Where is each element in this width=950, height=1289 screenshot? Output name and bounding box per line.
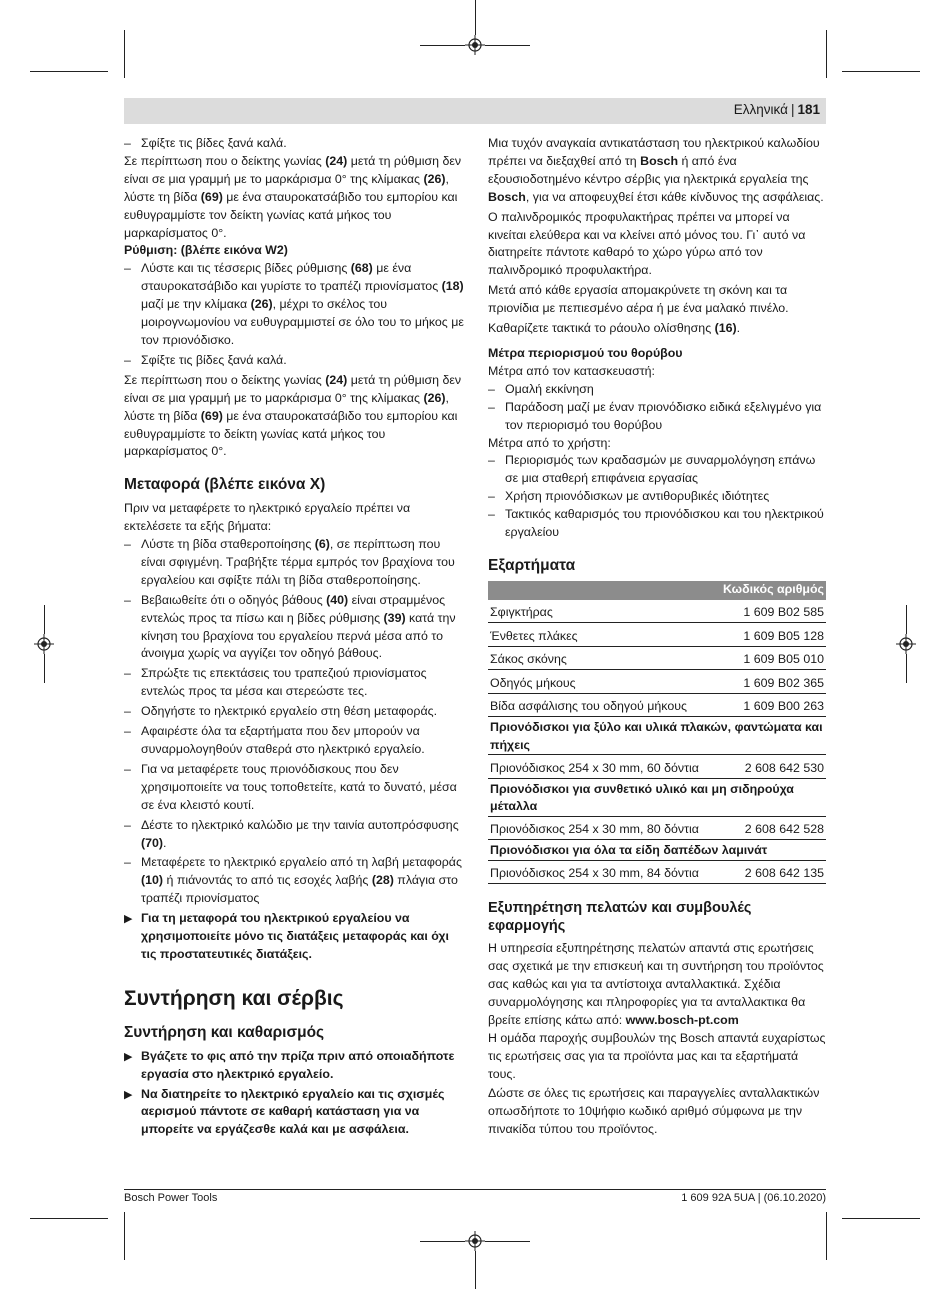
- table-group-row: Πριονόδισκοι για ξύλο και υλικά πλακών, φαντώματα και πήχεις: [488, 717, 826, 755]
- list-item: – Αφαιρέστε όλα τα εξαρτήματα που δεν μπορούν να συναρμολογηθούν σταθερά στο ηλεκτρικό εργαλείο.: [124, 723, 466, 759]
- crop-mark: [420, 1241, 465, 1242]
- column-header: Κωδικός αριθμός: [705, 581, 826, 600]
- warning-note: ▶ Για τη μεταφορά του ηλεκτρικού εργαλείου να χρησιμοποιείτε μόνο τις διατάξεις μεταφοράς και όχι τις προστατευτικές διατάξεις.: [124, 911, 449, 961]
- paragraph: Σε περίπτωση που ο δείκτης γωνίας (24) μετά τη ρύθμιση δεν είναι σε μια γραμμή με το μαρκάρισμα 0° της κλίμακας (26), λύστε τη βίδα (69) με ένα σταυροκατσάβιδο του εμπορίου και ευθυγραμμίστε τον δείκτη γωνίας κατά μήκος του μαρκαρίσματος 0°.: [124, 153, 462, 240]
- paragraph: Η ομάδα παροχής συμβουλών της Bosch απαντά ευχαρίστως τις ερωτήσεις σας για τα προϊόντα μας και τα εξαρτήματά τους.: [488, 1030, 826, 1081]
- header-text: Ελληνικά | 181: [733, 102, 820, 117]
- crop-mark: [30, 71, 108, 72]
- table-row: Βίδα ασφάλισης του οδηγού μήκους 1 609 B00 263: [488, 693, 826, 717]
- section-heading: Μεταφορά (βλέπε εικόνα X): [124, 476, 326, 494]
- list-item: – Χρήση πριονόδισκων με αντιθορυβικές ιδιότητες: [488, 488, 828, 506]
- registration-mark-icon: [465, 35, 485, 55]
- crop-mark: [906, 605, 907, 634]
- paragraph: Σε περίπτωση που ο δείκτης γωνίας (24) μετά τη ρύθμιση δεν είναι σε μια γραμμή με το μαρκάρισμα 0° της κλίμακας (26), λύστε τη βίδα (69) με ένα σταυροκατσάβιδο του εμπορίου και ευθυγραμμίστε το δείκτη γωνίας κατά μήκος του μαρκαρίσματος 0°.: [124, 372, 462, 459]
- registration-mark-icon: [465, 1231, 485, 1251]
- subheading: Ρύθμιση: (βλέπε εικόνα W2): [124, 243, 288, 258]
- paragraph: Μια τυχόν αναγκαία αντικατάσταση του ηλεκτρικού καλωδίου πρέπει να διεξαχθεί από τη Bosch ή από ένα εξουσιοδοτημένο κέντρο σέρβις για ηλεκτρικά εργαλεία της Bosch, για να αποφευχθεί έτσι κάθε κίνδυνος της ασφάλειας.: [488, 136, 824, 204]
- list-item: – Λύστε και τις τέσσερις βίδες ρύθμισης (68) με ένα σταυροκατσάβιδο και γυρίστε το τραπέζι πριονίσματος (18) μαζί με την κλίμακα (26), μέχρι το σκέλος του μοιρογνωμονίου να ευθυγραμμιστεί σε όλο του το μήκος με τον πριονόδισκο.: [124, 260, 466, 350]
- list-item: – Σφίξτε τις βίδες ξανά καλά.: [124, 135, 466, 153]
- table-row: Πριονόδισκος 254 x 30 mm, 80 δόντια 2 608 642 528: [488, 816, 826, 840]
- table-row: Πριονόδισκος 254 x 30 mm, 60 δόντια 2 608 642 530: [488, 755, 826, 779]
- section-heading: Συντήρηση και καθαρισμός: [124, 1023, 325, 1041]
- crop-mark: [826, 30, 827, 78]
- paragraph: Η υπηρεσία εξυπηρέτησης πελατών απαντά στις ερωτήσεις σας σχετικά με την επισκευή και τη συντήρηση του προϊόντος σας καθώς και για τα αντίστοιχα ανταλλακτικά. Σχέδια συναρμολόγησης και πληροφορίες για τα ανταλλακτικα θα βρείτε επίσης κάτω από: www.bosch-pt.com: [488, 941, 824, 1027]
- right-column: [488, 135, 828, 1139]
- list-item: – Ομαλή εκκίνηση: [488, 381, 828, 399]
- crop-mark: [44, 605, 45, 634]
- paragraph: Ο παλινδρομικός προφυλακτήρας πρέπει να μπορεί να κινείται ελεύθερα και να κλείνει από μόνος του. Γι᾽ αυτό να διατηρείτε πάντοτε καθαρό το χώρο γύρω από τον παλινδρομικό προφυλακτήρα.: [488, 209, 806, 278]
- arrow-right-icon: ▶: [124, 1050, 133, 1063]
- crop-mark: [826, 1212, 827, 1260]
- paragraph: Μέτρα από το χρήστη:: [488, 435, 611, 450]
- footer-rule: [124, 1189, 826, 1190]
- registration-mark-icon: [896, 634, 916, 654]
- table-group-row: Πριονόδισκοι για όλα τα είδη δαπέδων λαμινάτ: [488, 840, 826, 861]
- website-link[interactable]: www.bosch-pt.com: [625, 1012, 739, 1027]
- crop-mark: [475, 1251, 476, 1289]
- list-item: – Σπρώξτε τις επεκτάσεις του τραπεζιού πριονίσματος εντελώς προς τα μέσα και στερεώστε τες.: [124, 665, 466, 701]
- page-header: [124, 98, 826, 124]
- crop-mark: [44, 654, 45, 683]
- arrow-right-icon: ▶: [124, 1088, 133, 1101]
- list-item: – Λύστε τη βίδα σταθεροποίησης (6), σε περίπτωση που είναι σφιγμένη. Τραβήξτε τέρμα εμπρός τον βραχίονα του εργαλείου και σφίξτε πάλι τη βίδα σταθεροποίησης.: [124, 536, 466, 590]
- table-row: Οδηγός μήκους 1 609 B02 365: [488, 670, 826, 694]
- table-row: Πριονόδισκος 254 x 30 mm, 84 δόντια 2 608 642 135: [488, 860, 826, 884]
- warning-note: ▶ Να διατηρείτε το ηλεκτρικό εργαλείο και τις σχισμές αερισμού πάντοτε σε καθαρή κατάσταση για να μπορείτε να εργάζεσθε καλά και με ασφάλεια.: [124, 1086, 445, 1137]
- crop-mark: [842, 71, 920, 72]
- crop-mark: [906, 654, 907, 683]
- list-item: – Για να μεταφέρετε τους πριονόδισκους που δεν χρησιμοποιείτε να τους τοποθετείτε, κατά το δυνατό, μέσα σε ένα κλειστό κουτί.: [124, 761, 466, 815]
- crop-mark: [124, 30, 125, 78]
- crop-mark: [842, 1218, 920, 1219]
- accessories-table: [488, 581, 826, 885]
- registration-mark-icon: [34, 634, 54, 654]
- section-heading: Εξυπηρέτηση πελατών και συμβουλές εφαρμογής: [488, 900, 752, 935]
- paragraph: Δώστε σε όλες τις ερωτήσεις και παραγγελίες ανταλλακτικών οπωσδήποτε το 10ψήφιο κωδικό αριθμό σύμφωνα με την πινακίδα τύπου του προϊόντος.: [488, 1086, 820, 1137]
- arrow-right-icon: ▶: [124, 913, 133, 926]
- table-row: Ένθετες πλάκες 1 609 B05 128: [488, 623, 826, 647]
- crop-mark: [124, 1212, 125, 1260]
- paragraph: Καθαρίζετε τακτικά το ράουλο ολίσθησης (16).: [488, 321, 741, 336]
- warning-note: ▶ Βγάζετε το φις από την πρίζα πριν από οποιαδήποτε εργασία στο ηλεκτρικό εργαλείο.: [124, 1048, 455, 1081]
- table-header-row: [488, 581, 826, 600]
- paragraph: Μετά από κάθε εργασία απομακρύνετε τη σκόνη και τα πριονίδια με πεπιεσμένο αέρα ή με ένα μαλακό πινέλο.: [488, 283, 789, 316]
- chapter-title: Συντήρηση και σέρβις: [124, 986, 344, 1010]
- paragraph: Μέτρα από τον κατασκευαστή:: [488, 363, 655, 378]
- section-heading: Εξαρτήματα: [488, 556, 576, 574]
- list-item: – Παράδοση μαζί με έναν πριονόδισκο ειδικά εξελιγμένο για τον περιορισμό του θορύβου: [488, 399, 828, 435]
- list-item: – Σφίξτε τις βίδες ξανά καλά.: [124, 352, 466, 370]
- crop-mark: [485, 1241, 530, 1242]
- crop-mark: [420, 45, 465, 46]
- paragraph: Πριν να μεταφέρετε το ηλεκτρικό εργαλείο πρέπει να εκτελέσετε τα εξής βήματα:: [124, 501, 411, 534]
- left-column: [124, 135, 466, 1139]
- table-row: Σφιγκτήρας 1 609 B02 585: [488, 600, 826, 623]
- page-number: 181: [797, 102, 820, 117]
- table-group-row: Πριονόδισκοι για συνθετικό υλικό και μη σιδηρούχα μέταλλα: [488, 778, 826, 816]
- header-language: Ελληνικά: [733, 102, 788, 117]
- footer-left: Bosch Power Tools: [124, 1192, 218, 1204]
- list-item: – Τακτικός καθαρισμός του πριονόδισκου και του ηλεκτρικού εργαλείου: [488, 506, 828, 542]
- list-item: – Δέστε το ηλεκτρικό καλώδιο με την ταινία αυτοπρόσφυσης (70).: [124, 817, 466, 853]
- list-item: – Βεβαιωθείτε ότι ο οδηγός βάθους (40) είναι στραμμένος εντελώς προς τα πίσω και η βίδες ρύθμισης (39) κατά την κίνηση του βραχίονα του εργαλείου περνά μέσα από το άνοιγμα χωρίς να αγγίζει τον οδηγό βάθους.: [124, 592, 466, 664]
- list-item: – Οδηγήστε το ηλεκτρικό εργαλείο στη θέση μεταφοράς.: [124, 703, 466, 721]
- crop-mark: [485, 45, 530, 46]
- list-item: – Περιορισμός των κραδασμών με συναρμολόγηση επάνω σε μια σταθερή επιφάνεια εργασίας: [488, 452, 828, 488]
- subheading: Μέτρα περιορισμού του θορύβου: [488, 345, 683, 360]
- footer-right: 1 609 92A 5UA | (06.10.2020): [681, 1192, 826, 1204]
- table-row: Σάκος σκόνης 1 609 B05 010: [488, 646, 826, 670]
- list-item: – Μεταφέρετε το ηλεκτρικό εργαλείο από τη λαβή μεταφοράς (10) ή πιάνοντάς το από τις εσοχές λαβής (28) πλάγια στο τραπέζι πριονίσματος: [124, 854, 466, 908]
- crop-mark: [30, 1218, 108, 1219]
- crop-mark: [475, 0, 476, 35]
